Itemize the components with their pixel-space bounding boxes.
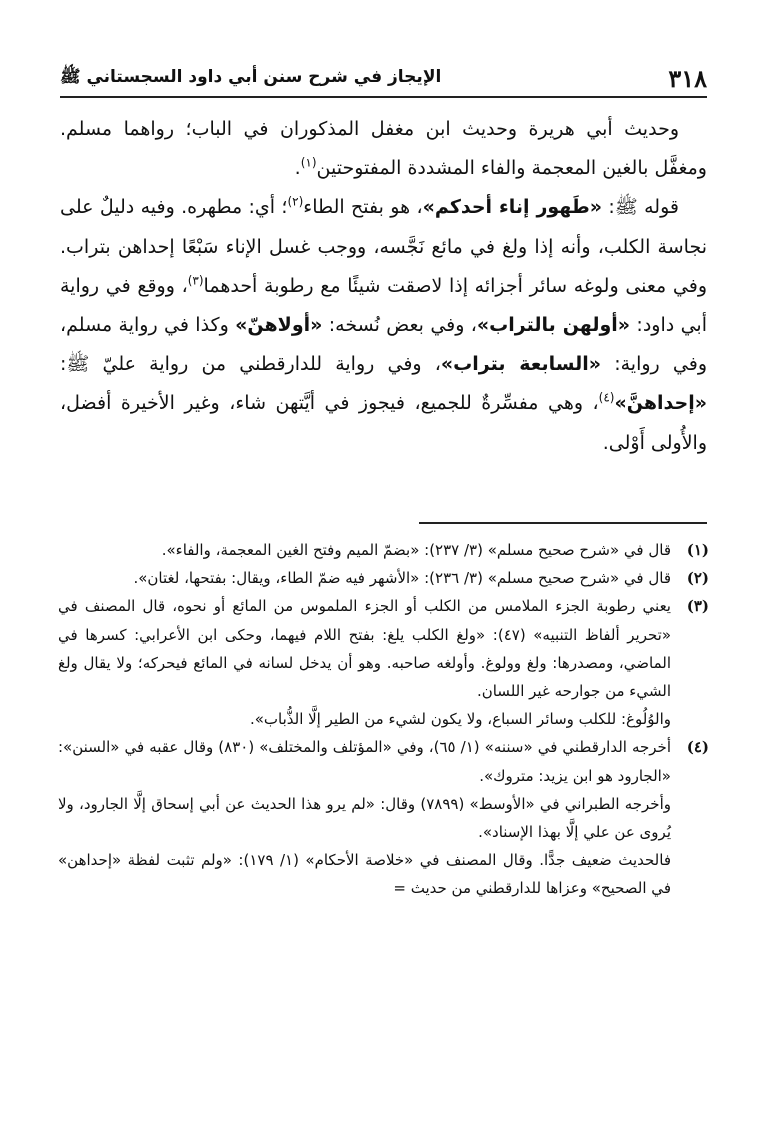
quote-awwalahunna: «أولهن بالتراب» [476,314,631,337]
footnote-text: أخرجه الدارقطني في «سننه» (١/ ٦٥)، وفي «المؤتلف والمختلف» (٨٣٠) وقال عقبه في «السنن»: «الجارود هو ابن يزيد: متروك». [58,738,671,785]
page-number: ٣١٨ [668,63,707,93]
footnote-text: قال في «شرح صحيح مسلم» (٣/ ٢٣٦): «الأشهر فيه ضمّ الطاء، ويقال: بفتحها، لغتان». [133,569,671,588]
footnote-4 [58,733,709,902]
quote-ulahunna: «أولاهنّ» [235,314,323,337]
footnote-number: (٢) [686,569,709,588]
page-header [60,62,707,94]
footnote-text: والوُلُوغ: للكلب وسائر السباع، ولا يكون لشيء من الطير إلَّا الذُّباب». [249,710,671,729]
paragraph-2: قوله ﷺ: «طَهور إناء أحدكم»، هو بفتح الطاء$^{(٢)}$؛ أي: مطهره. وفيه دليلٌ على نجاسة الكلب، وأنه إذا ولغ في مائع نَجَّسه، ووجب غسل الإناء سَبْعًا إحداهن بتراب. وفي معنى ولوغه سائر أجزائه إذا لاصقت شيئًا مع رطوبة أحدهما$^{(٣)}$، ووقع في رواية أبي داود: «أولهن بالتراب»، وفي بعض نُسخه: «أولاهنّ» وكذا في رواية مسلم، وفي رواية: «السابعة بتراب»، وفي رواية للدارقطني من رواية عليّ ﷺ: «إحداهنَّ»$^{(٤)}$، وهي مفسِّرةٌ للجميع، فيجوز في أيَّتهن شاء، وغير الأخيرة أفضل، والأُولى أَوْلى. [60,195,707,454]
footnote-ref-3[interactable]: (٣) [187,273,204,288]
footnote-number: (٤) [686,738,709,757]
footnote-ref-4[interactable]: (٤) [598,391,615,406]
footnote-number: (٣) [686,597,709,616]
footnote-text: يعني رطوبة الجزء الملامس من الكلب أو الجزء الملموس من المائع أو نحوه، قال المصنف في «تحرير ألفاظ التنبيه» (٤٧): «ولغ الكلب يلغ: بفتح اللام فيهما، وحكى ابن الأعرابي: كسرها في الماضي، ومصدرها: ولغ وولوغ. وأولغه صاحبه. وهو أن يدخل لسانه في المائع فيحركه؛ ولا يقال ولغ الشيء من جوارحه غير اللسان. [58,597,672,701]
header-divider [60,96,707,98]
footnote-ref-2[interactable]: (٢) [287,195,304,210]
footnote-divider [419,522,707,524]
footnote-text: وأخرجه الطبراني في «الأوسط» (٧٨٩٩) وقال: «لم يرو هذا الحديث عن أبي إسحاق إلَّا الجارود، ولا يُروى عن علي إلَّا بهذا الإسناد». [58,794,671,842]
main-text [60,110,707,463]
footnotes [58,536,709,903]
quote-ihdahunna: «إحداهنَّ» [614,392,707,415]
quote-sabiah: «السابعة بتراب» [440,353,602,376]
paragraph-1: وحديث أبي هريرة وحديث ابن مغفل المذكوران في الباب؛ رواهما مسلم. ومغفَّل بالغين المعجمة والفاء المشددة المفتوحتين$^{(١)}$. [60,118,707,180]
running-title: الإيجاز في شرح سنن أبي داود السجستاني ﷺ [60,66,442,87]
hadith-quote: «طَهور إناء أحدكم» [422,196,603,219]
footnote-text: فالحديث ضعيف جدًّا. وقال المصنف في «خلاصة الأحكام» (١/ ١٧٩): «ولم تثبت لفظة «إحداهن» في الصحيح» وعزاها للدارقطني من حديث = [58,851,671,898]
footnote-3 [58,592,709,733]
footnote-number: (١) [686,541,709,559]
footnote-text: قال في «شرح صحيح مسلم» (٣/ ٢٣٧): «بضمّ الميم وفتح الغين المعجمة، والفاء». [161,541,671,559]
footnote-ref-1[interactable]: (١) [300,155,317,170]
footnote-1 [58,536,709,564]
footnote-2 [58,564,709,592]
